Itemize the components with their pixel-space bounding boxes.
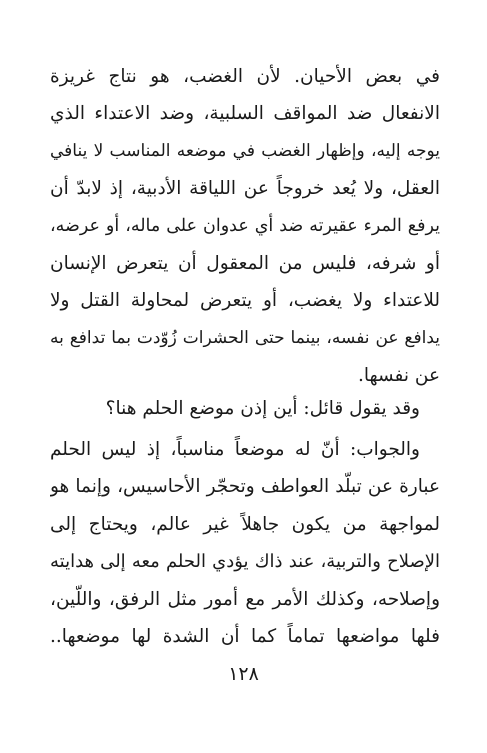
text-line: وإصلاحه، وكذلك الأمر مع أمور مثل الرفق، واللّين،: [50, 588, 440, 610]
paragraph-3-answer: [50, 431, 440, 655]
text-line: الانفعال ضد المواقف السلبية، وضد الاعتداء الذي: [50, 103, 440, 125]
text-line: للاعتداء ولا يغضب، أو يتعرض لمحاولة القتل ولا: [50, 290, 440, 312]
text-line: فلها مواضعها تماماً كما أن الشدة لها موضعها..: [50, 625, 440, 647]
text-line: والجواب: أنّ له موضعاً مناسباً، إذ ليس الحلم: [50, 439, 420, 460]
text-line-last: عن نفسها.: [357, 365, 440, 387]
text-line: عبارة عن تبلّد العواطف وتحجّر الأحاسيس، وإنما هو: [50, 476, 440, 498]
text-line: الإصلاح والتربية، عند ذاك يؤدي الحلم معه إلى هدايته: [50, 551, 440, 573]
paragraph-2-question: [50, 390, 440, 427]
paragraph-1: [50, 58, 440, 395]
text-line: في بعض الأحيان. لأن الغضب، هو نتاج غريزة: [50, 66, 440, 87]
text-line-question: وقد يقول قائل: أين إذن موضع الحلم هنا؟: [105, 398, 420, 419]
text-line: لمواجهة من يكون جاهلاً غير عالم، ويحتاج إلى: [50, 513, 440, 535]
text-line: يرفع المرء عقيرته ضد أي عدوان على ماله، أو عرضه،: [50, 215, 440, 236]
text-line: يدافع عن نفسه، بينما حتى الحشرات زُوّدت بما تدافع به: [50, 327, 440, 348]
page-number: ١٢٨: [228, 663, 259, 685]
text-line: أو شرفه، فليس من المعقول أن يتعرض الإنسان: [50, 252, 440, 274]
text-line: يوجه إليه، وإظهار الغضب في موضعه المناسب لا ينافي: [50, 140, 440, 161]
text-line: العقل، ولا يُعد خروجاً عن اللياقة الأدبية، إذ لابدّ أن: [50, 178, 440, 200]
